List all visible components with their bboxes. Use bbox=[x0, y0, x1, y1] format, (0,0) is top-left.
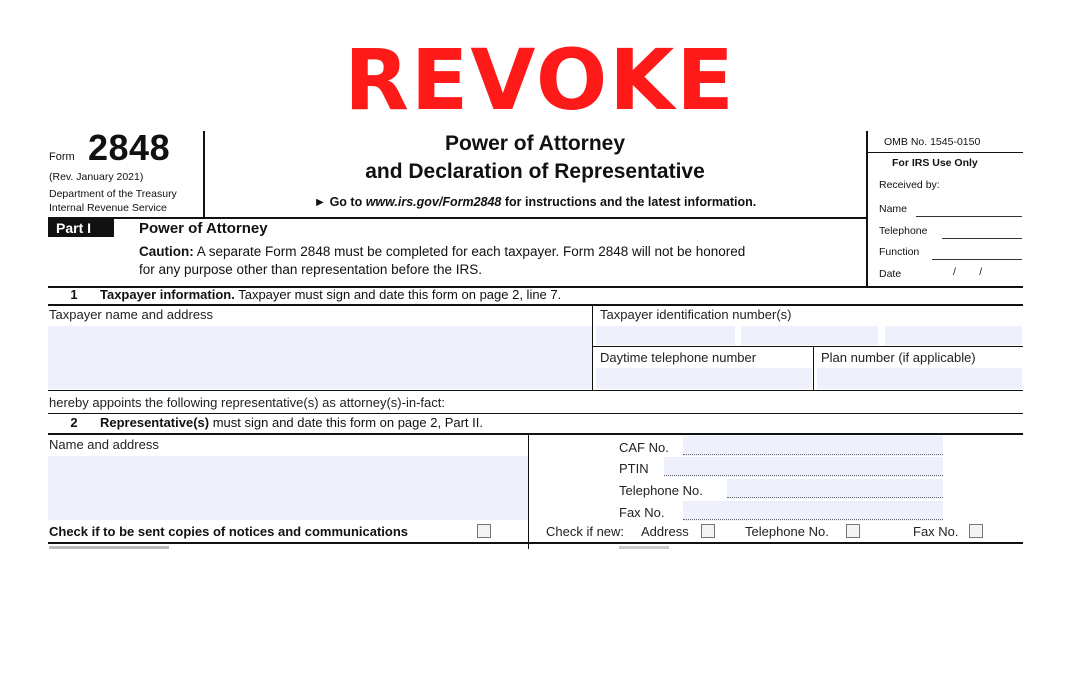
plan-number-label: Plan number (if applicable) bbox=[821, 350, 976, 365]
header-divider-right bbox=[866, 131, 868, 286]
tin-label: Taxpayer identification number(s) bbox=[600, 307, 792, 322]
appoints-text: hereby appoints the following representative(s) as attorney(s)-in-fact: bbox=[49, 395, 445, 410]
irs-link[interactable]: www.irs.gov/Form2848 bbox=[365, 195, 502, 209]
divider bbox=[683, 454, 943, 455]
divider bbox=[528, 434, 529, 549]
check-new-address-checkbox[interactable] bbox=[701, 524, 715, 538]
revoke-banner: REVOKE bbox=[344, 31, 736, 129]
form-label: Form bbox=[49, 151, 75, 163]
divider bbox=[48, 413, 1023, 414]
part1-badge: Part I bbox=[48, 219, 114, 237]
form-service: Internal Revenue Service bbox=[49, 202, 167, 214]
cutoff-text-fragment bbox=[49, 546, 169, 549]
irs-name-field[interactable] bbox=[916, 216, 1022, 217]
received-by-label: Received by: bbox=[879, 179, 940, 191]
taxpayer-name-input[interactable] bbox=[48, 326, 592, 389]
irs-function-label: Function bbox=[879, 246, 920, 258]
ptin-label: PTIN bbox=[619, 461, 649, 476]
ptin-input[interactable] bbox=[664, 457, 943, 477]
cutoff-text-fragment-2 bbox=[619, 546, 669, 549]
fax-label: Fax No. bbox=[619, 505, 665, 520]
check-new-telephone-checkbox[interactable] bbox=[846, 524, 860, 538]
plan-number-input[interactable] bbox=[817, 368, 1022, 389]
form-title-line1: Power of Attorney bbox=[444, 132, 626, 155]
tin-input-3[interactable] bbox=[885, 326, 1022, 345]
divider bbox=[48, 304, 1023, 306]
line2-heading: 2 Representative(s) must sign and date this form on page 2, Part II. bbox=[70, 415, 483, 430]
rep-name-input[interactable] bbox=[48, 456, 528, 520]
fax-input[interactable] bbox=[683, 501, 943, 521]
check-copies-label: Check if to be sent copies of notices and communications bbox=[49, 524, 409, 539]
divider bbox=[592, 305, 593, 390]
form-department: Department of the Treasury bbox=[49, 188, 177, 200]
goto-instructions: ► Go to www.irs.gov/Form2848 for instructions and the latest information. bbox=[313, 195, 757, 209]
telephone-label: Telephone No. bbox=[619, 483, 703, 498]
divider bbox=[593, 346, 1023, 347]
taxpayer-name-label: Taxpayer name and address bbox=[49, 307, 214, 322]
irs-use-title: For IRS Use Only bbox=[892, 157, 978, 169]
check-copies-checkbox[interactable] bbox=[477, 524, 491, 538]
daytime-phone-input[interactable] bbox=[596, 368, 812, 389]
irs-name-label: Name bbox=[879, 203, 908, 215]
caution-text-line2: for any purpose other than representation before the IRS. bbox=[139, 262, 482, 277]
form-title-line2: and Declaration of Representative bbox=[365, 160, 705, 183]
check-new-telephone-label: Telephone No. bbox=[745, 524, 829, 539]
irs-function-field[interactable] bbox=[932, 259, 1022, 260]
tin-input-1[interactable] bbox=[596, 326, 735, 345]
check-new-label: Check if new: bbox=[546, 524, 625, 539]
goto-arrow-icon: ► bbox=[313, 195, 327, 209]
check-new-fax-checkbox[interactable] bbox=[969, 524, 983, 538]
irs-telephone-label: Telephone bbox=[879, 225, 928, 237]
divider bbox=[48, 390, 1023, 391]
rep-name-label: Name and address bbox=[49, 437, 159, 452]
form-number: 2848 bbox=[88, 127, 171, 168]
form-revision: (Rev. January 2021) bbox=[49, 171, 144, 183]
divider bbox=[48, 433, 1023, 435]
irs-date-field[interactable]: / / bbox=[953, 266, 983, 278]
irs-date-label: Date bbox=[879, 268, 902, 280]
divider bbox=[48, 542, 1023, 544]
divider bbox=[664, 475, 943, 476]
divider bbox=[727, 497, 943, 498]
irs-telephone-field[interactable] bbox=[942, 238, 1022, 239]
divider bbox=[683, 519, 943, 520]
part1-title: Power of Attorney bbox=[139, 220, 268, 237]
caution-text: Caution: A separate Form 2848 must be completed for each taxpayer. Form 2848 will not be honored bbox=[139, 244, 746, 259]
check-new-address-label: Address bbox=[641, 524, 689, 539]
check-new-fax-label: Fax No. bbox=[913, 524, 959, 539]
caf-input[interactable] bbox=[683, 436, 943, 456]
caf-label: CAF No. bbox=[619, 440, 669, 455]
line1-heading: 1 Taxpayer information. Taxpayer must sign and date this form on page 2, line 7. bbox=[70, 287, 562, 302]
divider bbox=[868, 152, 1023, 153]
divider bbox=[813, 347, 814, 390]
daytime-phone-label: Daytime telephone number bbox=[600, 350, 757, 365]
telephone-input[interactable] bbox=[727, 479, 943, 499]
divider bbox=[48, 217, 866, 219]
tin-input-2[interactable] bbox=[741, 326, 878, 345]
omb-number: OMB No. 1545-0150 bbox=[884, 136, 981, 148]
